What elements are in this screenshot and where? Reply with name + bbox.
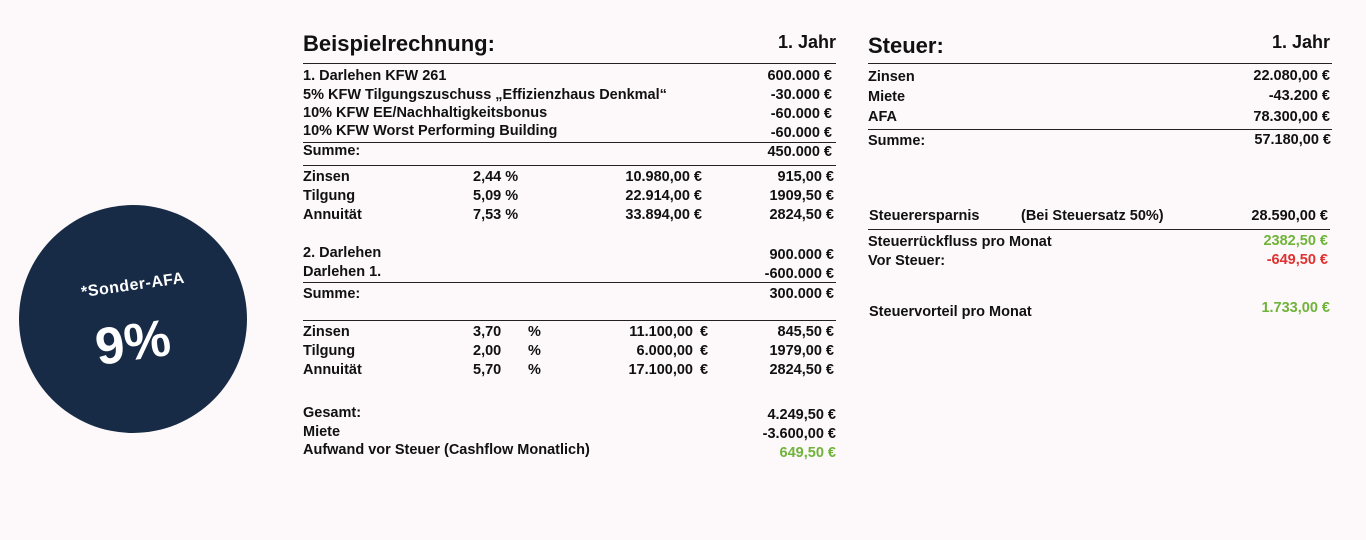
sum2-label: Summe: xyxy=(303,286,361,302)
rates1-pct-1: 5,09 % xyxy=(473,188,519,204)
rates2-month-2: 2824,50 € xyxy=(769,362,834,378)
tax-sum-value: 57.180,00 € xyxy=(1254,132,1331,148)
rates2-pct-0: 3,70 xyxy=(473,324,502,340)
rates1-label-1: Tilgung xyxy=(303,188,356,204)
divider xyxy=(868,229,1330,230)
rates2-year-2: 17.100,00 xyxy=(628,362,693,378)
rates2-year-sign-0: € xyxy=(700,324,709,340)
rates1-pct-0: 2,44 % xyxy=(473,169,519,185)
rates1-label-2: Annuität xyxy=(303,207,362,223)
loan1-value-2: -60.000 € xyxy=(770,106,832,122)
rates2-label-2: Annuität xyxy=(303,362,362,378)
rates1-year-1: 22.914,00 € xyxy=(625,188,702,204)
rates2-pct-2: 5,70 xyxy=(473,362,502,378)
loan1-label-2: 10% KFW EE/Nachhaltigkeitsbonus xyxy=(303,105,548,121)
loan1-label-3: 10% KFW Worst Performing Building xyxy=(303,123,558,139)
total-label-1: Miete xyxy=(303,424,341,440)
rates2-pct-1: 2,00 xyxy=(473,343,502,359)
rates1-month-1: 1909,50 € xyxy=(769,188,834,204)
total-label-2: Aufwand vor Steuer (Cashflow Monatlich) xyxy=(303,442,590,458)
tax-item-value-0: 22.080,00 € xyxy=(1253,68,1330,84)
tax-before-label: Vor Steuer: xyxy=(868,253,946,269)
tax-item-label-2: AFA xyxy=(868,109,897,125)
tax-title: Steuer: xyxy=(868,33,944,58)
loan1-value-0: 600.000 € xyxy=(767,68,832,84)
tax-advantage-label: Steuervorteil pro Monat xyxy=(869,304,1032,320)
rates2-year-sign-2: € xyxy=(700,362,709,378)
tax-savings-label: Steuerersparnis xyxy=(869,208,980,224)
loan1-value-3: -60.000 € xyxy=(770,125,832,141)
loan2-label-0: 2. Darlehen xyxy=(303,245,382,261)
total-label-0: Gesamt: xyxy=(303,405,362,421)
tax-year: 1. Jahr xyxy=(1271,32,1330,52)
rates2-pct-sign-0: % xyxy=(528,324,541,340)
badge-percentage: 9% xyxy=(91,309,175,377)
tax-item-label-1: Miete xyxy=(868,89,906,105)
tax-sum-label: Summe: xyxy=(868,133,926,149)
tax-savings-value: 28.590,00 € xyxy=(1251,208,1328,224)
loan1-label-0: 1. Darlehen KFW 261 xyxy=(303,68,447,84)
sonder-afa-badge xyxy=(19,205,247,433)
divider xyxy=(303,320,836,321)
tax-before-value: -649,50 € xyxy=(1266,252,1328,268)
loan2-value-0: 900.000 € xyxy=(769,247,834,263)
rates1-year-0: 10.980,00 € xyxy=(625,169,702,185)
tax-savings-note: (Bei Steuersatz 50%) xyxy=(1021,208,1164,224)
rates2-label-1: Tilgung xyxy=(303,343,356,359)
rates2-year-sign-1: € xyxy=(700,343,709,359)
loan2-label-1: Darlehen 1. xyxy=(303,264,382,280)
rates2-month-0: 845,50 € xyxy=(777,324,834,340)
tax-item-value-2: 78.300,00 € xyxy=(1253,109,1330,125)
loan2-value-1: -600.000 € xyxy=(764,266,834,282)
divider xyxy=(303,63,836,64)
total-value-1: -3.600,00 € xyxy=(762,426,836,442)
rates2-pct-sign-2: % xyxy=(528,362,541,378)
rates2-year-1: 6.000,00 xyxy=(636,343,693,359)
sum1-value: 450.000 € xyxy=(767,144,832,160)
loan1-label-1: 5% KFW Tilgungszuschuss „Effizienzhaus Denkmal“ xyxy=(303,87,667,103)
tax-item-label-0: Zinsen xyxy=(868,69,915,85)
sum2-value: 300.000 € xyxy=(769,286,834,302)
badge-subtitle: *Sonder-AFA xyxy=(80,269,186,302)
example-calculation-year: 1. Jahr xyxy=(777,32,836,52)
rates1-label-0: Zinsen xyxy=(303,169,350,185)
loan1-value-1: -30.000 € xyxy=(770,87,832,103)
rates1-pct-2: 7,53 % xyxy=(473,207,519,223)
example-calculation-title: Beispielrechnung: xyxy=(303,31,495,56)
tax-refund-label: Steuerrückfluss pro Monat xyxy=(868,234,1052,250)
sum1-label: Summe: xyxy=(303,143,361,159)
rates2-year-0: 11.100,00 xyxy=(629,324,693,340)
rates2-month-1: 1979,00 € xyxy=(769,343,834,359)
rates2-pct-sign-1: % xyxy=(528,343,541,359)
divider xyxy=(303,282,836,283)
divider xyxy=(868,129,1332,130)
total-value-2: 649,50 € xyxy=(779,445,836,461)
tax-refund-value: 2382,50 € xyxy=(1263,233,1328,249)
tax-item-value-1: -43.200 € xyxy=(1268,88,1330,104)
total-value-0: 4.249,50 € xyxy=(767,407,836,423)
rates1-month-0: 915,00 € xyxy=(777,169,834,185)
divider xyxy=(868,63,1332,64)
divider xyxy=(303,165,836,166)
tax-advantage-value: 1.733,00 € xyxy=(1261,300,1330,316)
rates2-label-0: Zinsen xyxy=(303,324,350,340)
rates1-year-2: 33.894,00 € xyxy=(625,207,702,223)
rates1-month-2: 2824,50 € xyxy=(769,207,834,223)
